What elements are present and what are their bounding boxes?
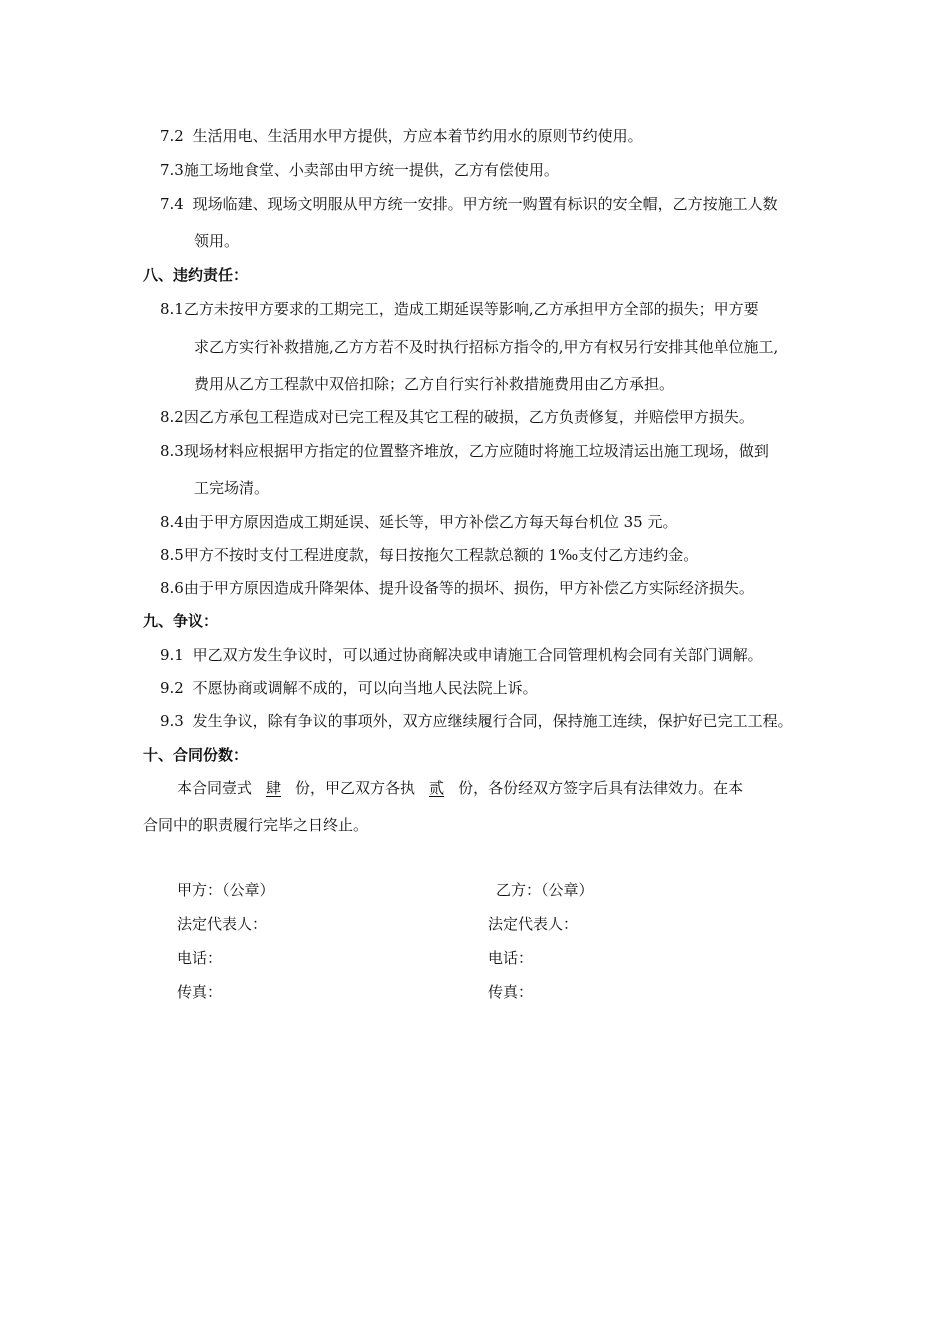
clause-8-1-line2: 求乙方实行补救措施,乙方方若不及时执行招标方指令的,甲方有权另行安排其他单位施工, <box>194 338 779 356</box>
clause-number: 7.4 <box>160 195 184 213</box>
clause-number: 9.3 <box>160 712 184 730</box>
clause-number: 7.3 <box>160 161 184 179</box>
party-b-phone-label: 电话： <box>488 949 534 967</box>
clause-text: 生活用电、生活用水甲方提供，方应本着节约用水的原则节约使用。 <box>192 127 643 145</box>
clause-9-3 <box>160 711 793 731</box>
party-a-fax-label: 传真： <box>177 983 223 1001</box>
copies-text-1: 本合同壹式 <box>177 779 253 797</box>
clause-number: 9.1 <box>160 646 184 664</box>
clause-7-4-cont: 领用。 <box>194 232 240 250</box>
clause-number: 8.2 <box>160 408 184 426</box>
clause-text: 施工场地食堂、小卖部由甲方统一提供，乙方有偿使用。 <box>183 161 559 179</box>
copies-paragraph <box>177 778 743 798</box>
party-b-fax-label: 传真： <box>488 983 534 1001</box>
clause-text: 由于甲方原因造成工期延误、延长等，甲方补偿乙方每天每台机位 35 元。 <box>183 513 678 531</box>
copies-text-2: 份，甲乙双方各执 <box>295 779 416 797</box>
clause-8-1 <box>160 299 759 319</box>
clause-9-1 <box>160 645 763 665</box>
clause-text: 现场临建、现场文明服从甲方统一安排。甲方统一购置有标识的安全帽，乙方按施工人数 <box>192 195 778 213</box>
clause-text: 甲方不按时支付工程进度款，每日按拖欠工程款总额的 1‰支付乙方违约金。 <box>183 546 699 564</box>
clause-7-3 <box>160 160 559 180</box>
clause-8-3 <box>160 441 769 461</box>
clause-text: 发生争议，除有争议的事项外，双方应继续履行合同，保持施工连续，保护好已完工工程。 <box>192 712 793 730</box>
section-9-heading: 九、争议： <box>143 612 219 630</box>
clause-8-5 <box>160 545 698 565</box>
clause-text: 现场材料应根据甲方指定的位置整齐堆放，乙方应随时将施工垃圾清运出施工现场，做到 <box>183 442 769 460</box>
clause-text: 由于甲方原因造成升降架体、提升设备等的损坏、损伤，甲方补偿乙方实际经济损失。 <box>183 579 754 597</box>
clause-text: 甲乙双方发生争议时，可以通过协商解决或申请施工合同管理机构会同有关部门调解。 <box>192 646 763 664</box>
clause-text: 乙方未按甲方要求的工期完工，造成工期延误等影响,乙方承担甲方全部的损失；甲方要 <box>183 300 759 318</box>
party-a-phone-label: 电话： <box>177 949 223 967</box>
copies-each-blank: 贰 <box>429 779 445 797</box>
party-b-representative-label: 法定代表人： <box>488 915 579 933</box>
clause-number: 7.2 <box>160 127 184 145</box>
section-10-heading: 十、合同份数： <box>143 746 249 764</box>
clause-number: 8.3 <box>160 442 184 460</box>
clause-8-2 <box>160 407 754 427</box>
clause-number: 8.4 <box>160 513 184 531</box>
copies-total-blank: 肆 <box>266 779 282 797</box>
clause-7-4 <box>160 194 778 214</box>
clause-number: 9.2 <box>160 679 184 697</box>
clause-text: 因乙方承包工程造成对已完工程及其它工程的破损，乙方负责修复，并赔偿甲方损失。 <box>183 408 754 426</box>
party-b-seal-label: 乙方：（公章） <box>496 881 594 899</box>
clause-7-2 <box>160 126 643 146</box>
clause-9-2 <box>160 678 538 698</box>
clause-number: 8.6 <box>160 579 184 597</box>
copies-paragraph-line2: 合同中的职责履行完毕之日终止。 <box>143 816 369 834</box>
clause-8-1-line3: 费用从乙方工程款中双倍扣除；乙方自行实行补救措施费用由乙方承担。 <box>194 375 675 393</box>
clause-number: 8.1 <box>160 300 184 318</box>
copies-text-3: 份，各份经双方签字后具有法律效力。在本 <box>458 779 744 797</box>
party-a-seal-label: 甲方：（公章） <box>177 881 275 899</box>
section-8-heading: 八、违约责任： <box>143 266 249 284</box>
party-a-representative-label: 法定代表人： <box>177 915 268 933</box>
clause-text: 不愿协商或调解不成的，可以向当地人民法院上诉。 <box>192 679 538 697</box>
clause-8-6 <box>160 578 754 598</box>
clause-number: 8.5 <box>160 546 184 564</box>
clause-8-4 <box>160 512 678 532</box>
clause-8-3-line2: 工完场清。 <box>194 479 270 497</box>
